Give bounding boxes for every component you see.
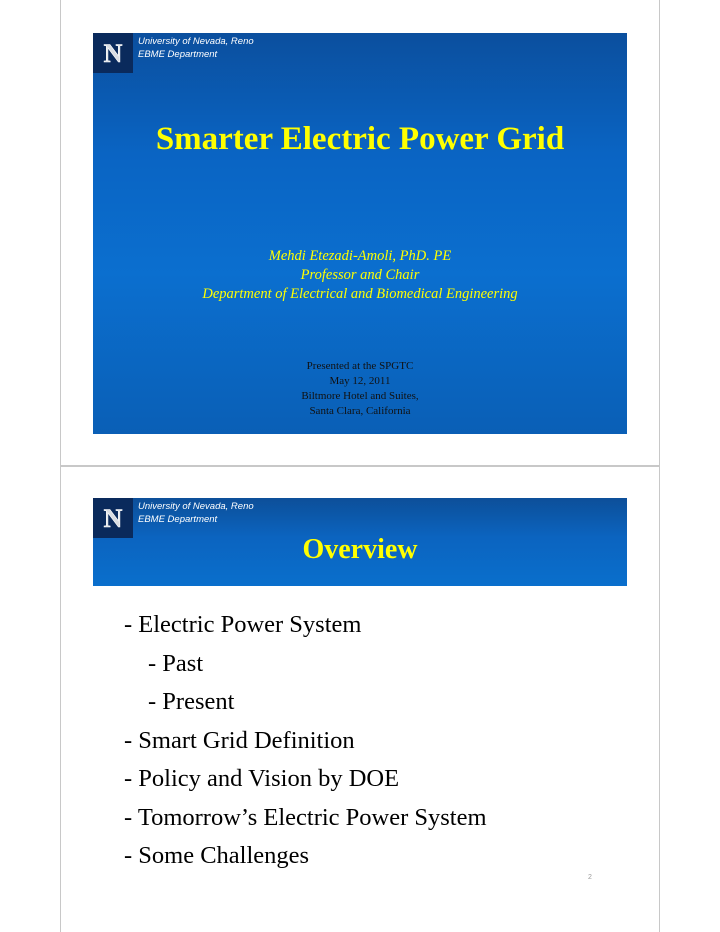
logo-letter: N <box>103 505 123 531</box>
header-university: University of Nevada, Reno <box>138 36 254 47</box>
event-line: May 12, 2011 <box>329 375 391 387</box>
header-department: EBME Department <box>138 514 218 525</box>
list-item: - Policy and Vision by DOE <box>124 765 400 792</box>
author-block <box>93 247 627 304</box>
overview-slide-header <box>93 498 627 586</box>
title-slide <box>93 33 627 434</box>
list-item: - Present <box>148 688 235 715</box>
nevada-n-logo-icon <box>93 498 133 538</box>
list-item: - Electric Power System <box>124 611 362 638</box>
header-university: University of Nevada, Reno <box>138 501 254 512</box>
author-affiliation: Department of Electrical and Biomedical Engineering <box>202 286 518 302</box>
author-position: Professor and Chair <box>300 267 420 283</box>
slide-title: Overview <box>302 534 418 565</box>
list-item: - Smart Grid Definition <box>124 726 355 754</box>
event-block <box>93 359 627 419</box>
event-line: Presented at the SPGTC <box>306 360 414 372</box>
logo-letter: N <box>103 40 123 66</box>
author-name: Mehdi Etezadi-Amoli, PhD. PE <box>268 248 452 264</box>
page-number: 2 <box>588 874 592 881</box>
header-department: EBME Department <box>138 49 218 60</box>
event-line: Biltmore Hotel and Suites, <box>301 390 419 402</box>
overview-list <box>124 606 644 876</box>
nevada-n-logo-icon <box>93 33 133 73</box>
event-line: Santa Clara, California <box>309 405 411 417</box>
list-item: - Tomorrow’s Electric Power System <box>124 803 487 831</box>
list-item: - Some Challenges <box>124 842 310 869</box>
list-item: - Past <box>148 649 204 677</box>
slide-title: Smarter Electric Power Grid <box>155 121 565 157</box>
